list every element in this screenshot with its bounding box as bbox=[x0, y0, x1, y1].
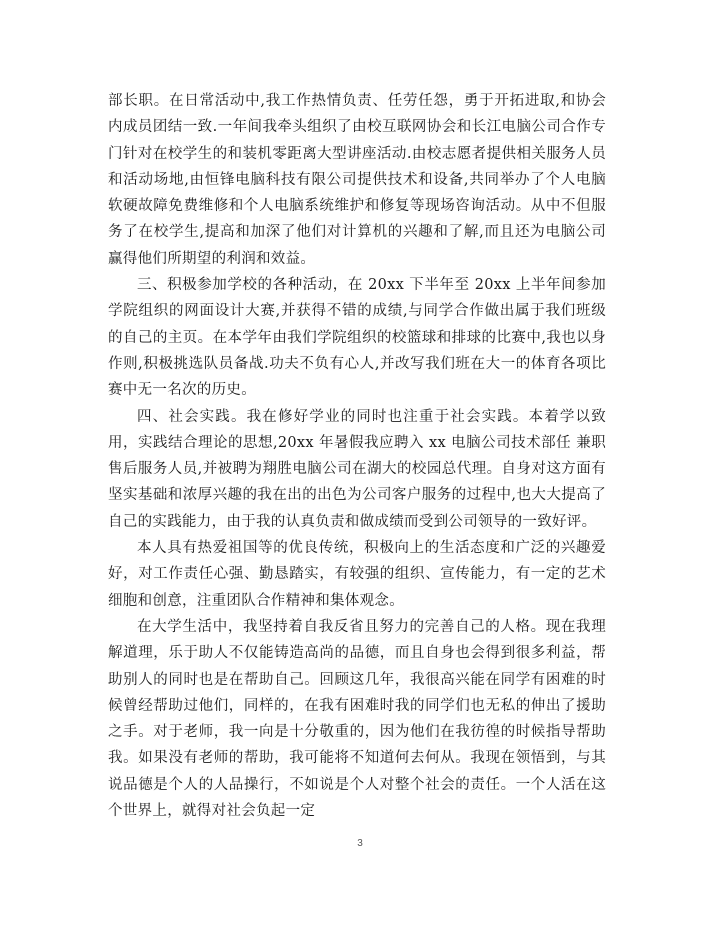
paragraph-5: 在大学生活中，我坚持着自我反省且努力的完善自己的人格。现在我理解道理，乐于助人不仅能铸造高尚的品德，而且自身也会得到很多利益，帮助别人的同时也是在帮助自己。回顾这几年，我很高兴能在同学有困难的时候曾经帮助过他们，同样的，在我有困难时我的同学们也无私的伸出了援助之手。对于老师，我一向是十分敬重的，因为他们在我彷徨的时候指导帮助我。如果没有老师的帮助，我可能将不知道何去何从。我现在领悟到，与其说品德是个人的人品操行，不如说是个人对整个社会的责任。一个人活在这个世界上，就得对社会负起一定 bbox=[108, 618, 606, 820]
paragraph-3: 四、社会实践。我在修好学业的同时也注重于社会实践。本着学以致用，实践结合理论的思想,20xx 年暑假我应聘入 xx 电脑公司技术部任 兼职 售后服务人员,并被聘为翔胜电脑公司在湖大的校园总代理。自身对这方面有坚实基础和浓厚兴趣的我在出的出色为公司客户服务的过程中,也大大提高了自己的实践能力，由于我的认真负责和做成绩而受到公司领导的一致好评。 bbox=[108, 408, 606, 530]
paragraph-1: 部长职。在日常活动中,我工作热情负责、任劳任怨，勇于开拓进取,和协会内成员团结一致.一年间我牵头组织了由校互联网协会和长江电脑公司合作专门针对在校学生的和装机零距离大型讲座活动.由校志愿者提供相关服务人员和活动场地,由恒锋电脑科技有限公司提供技术和设备,共同举办了个人电脑软硬故障免费维修和个人电脑系统维护和修复等现场咨询活动。从中不但服务了在校学生,提高和加深了他们对计算机的兴趣和了解,而且还为电脑公司赢得他们所期望的利润和效益。 bbox=[108, 93, 606, 267]
paragraph-4: 本人具有热爱祖国等的优良传统，积极向上的生活态度和广泛的兴趣爱好，对工作责任心强、勤恳踏实，有较强的组织、宣传能力，有一定的艺术细胞和创意，注重团队合作精神和集体观念。 bbox=[108, 540, 606, 609]
document-body bbox=[108, 88, 606, 824]
page-number: 3 bbox=[357, 838, 363, 849]
paragraph-2: 三、积极参加学校的各种活动，在 20xx 下半年至 20xx 上半年间参加学院组织的网面设计大赛,并获得不错的成绩,与同学合作做出属于我们班级的自己的主页。在本学年由我们学院组织的校篮球和排球的比赛中,我也以身作则,积极挑选队员备战.功夫不负有心人,并改写我们班在大一的体育各项比赛中无一名次的历史。 bbox=[108, 277, 606, 399]
